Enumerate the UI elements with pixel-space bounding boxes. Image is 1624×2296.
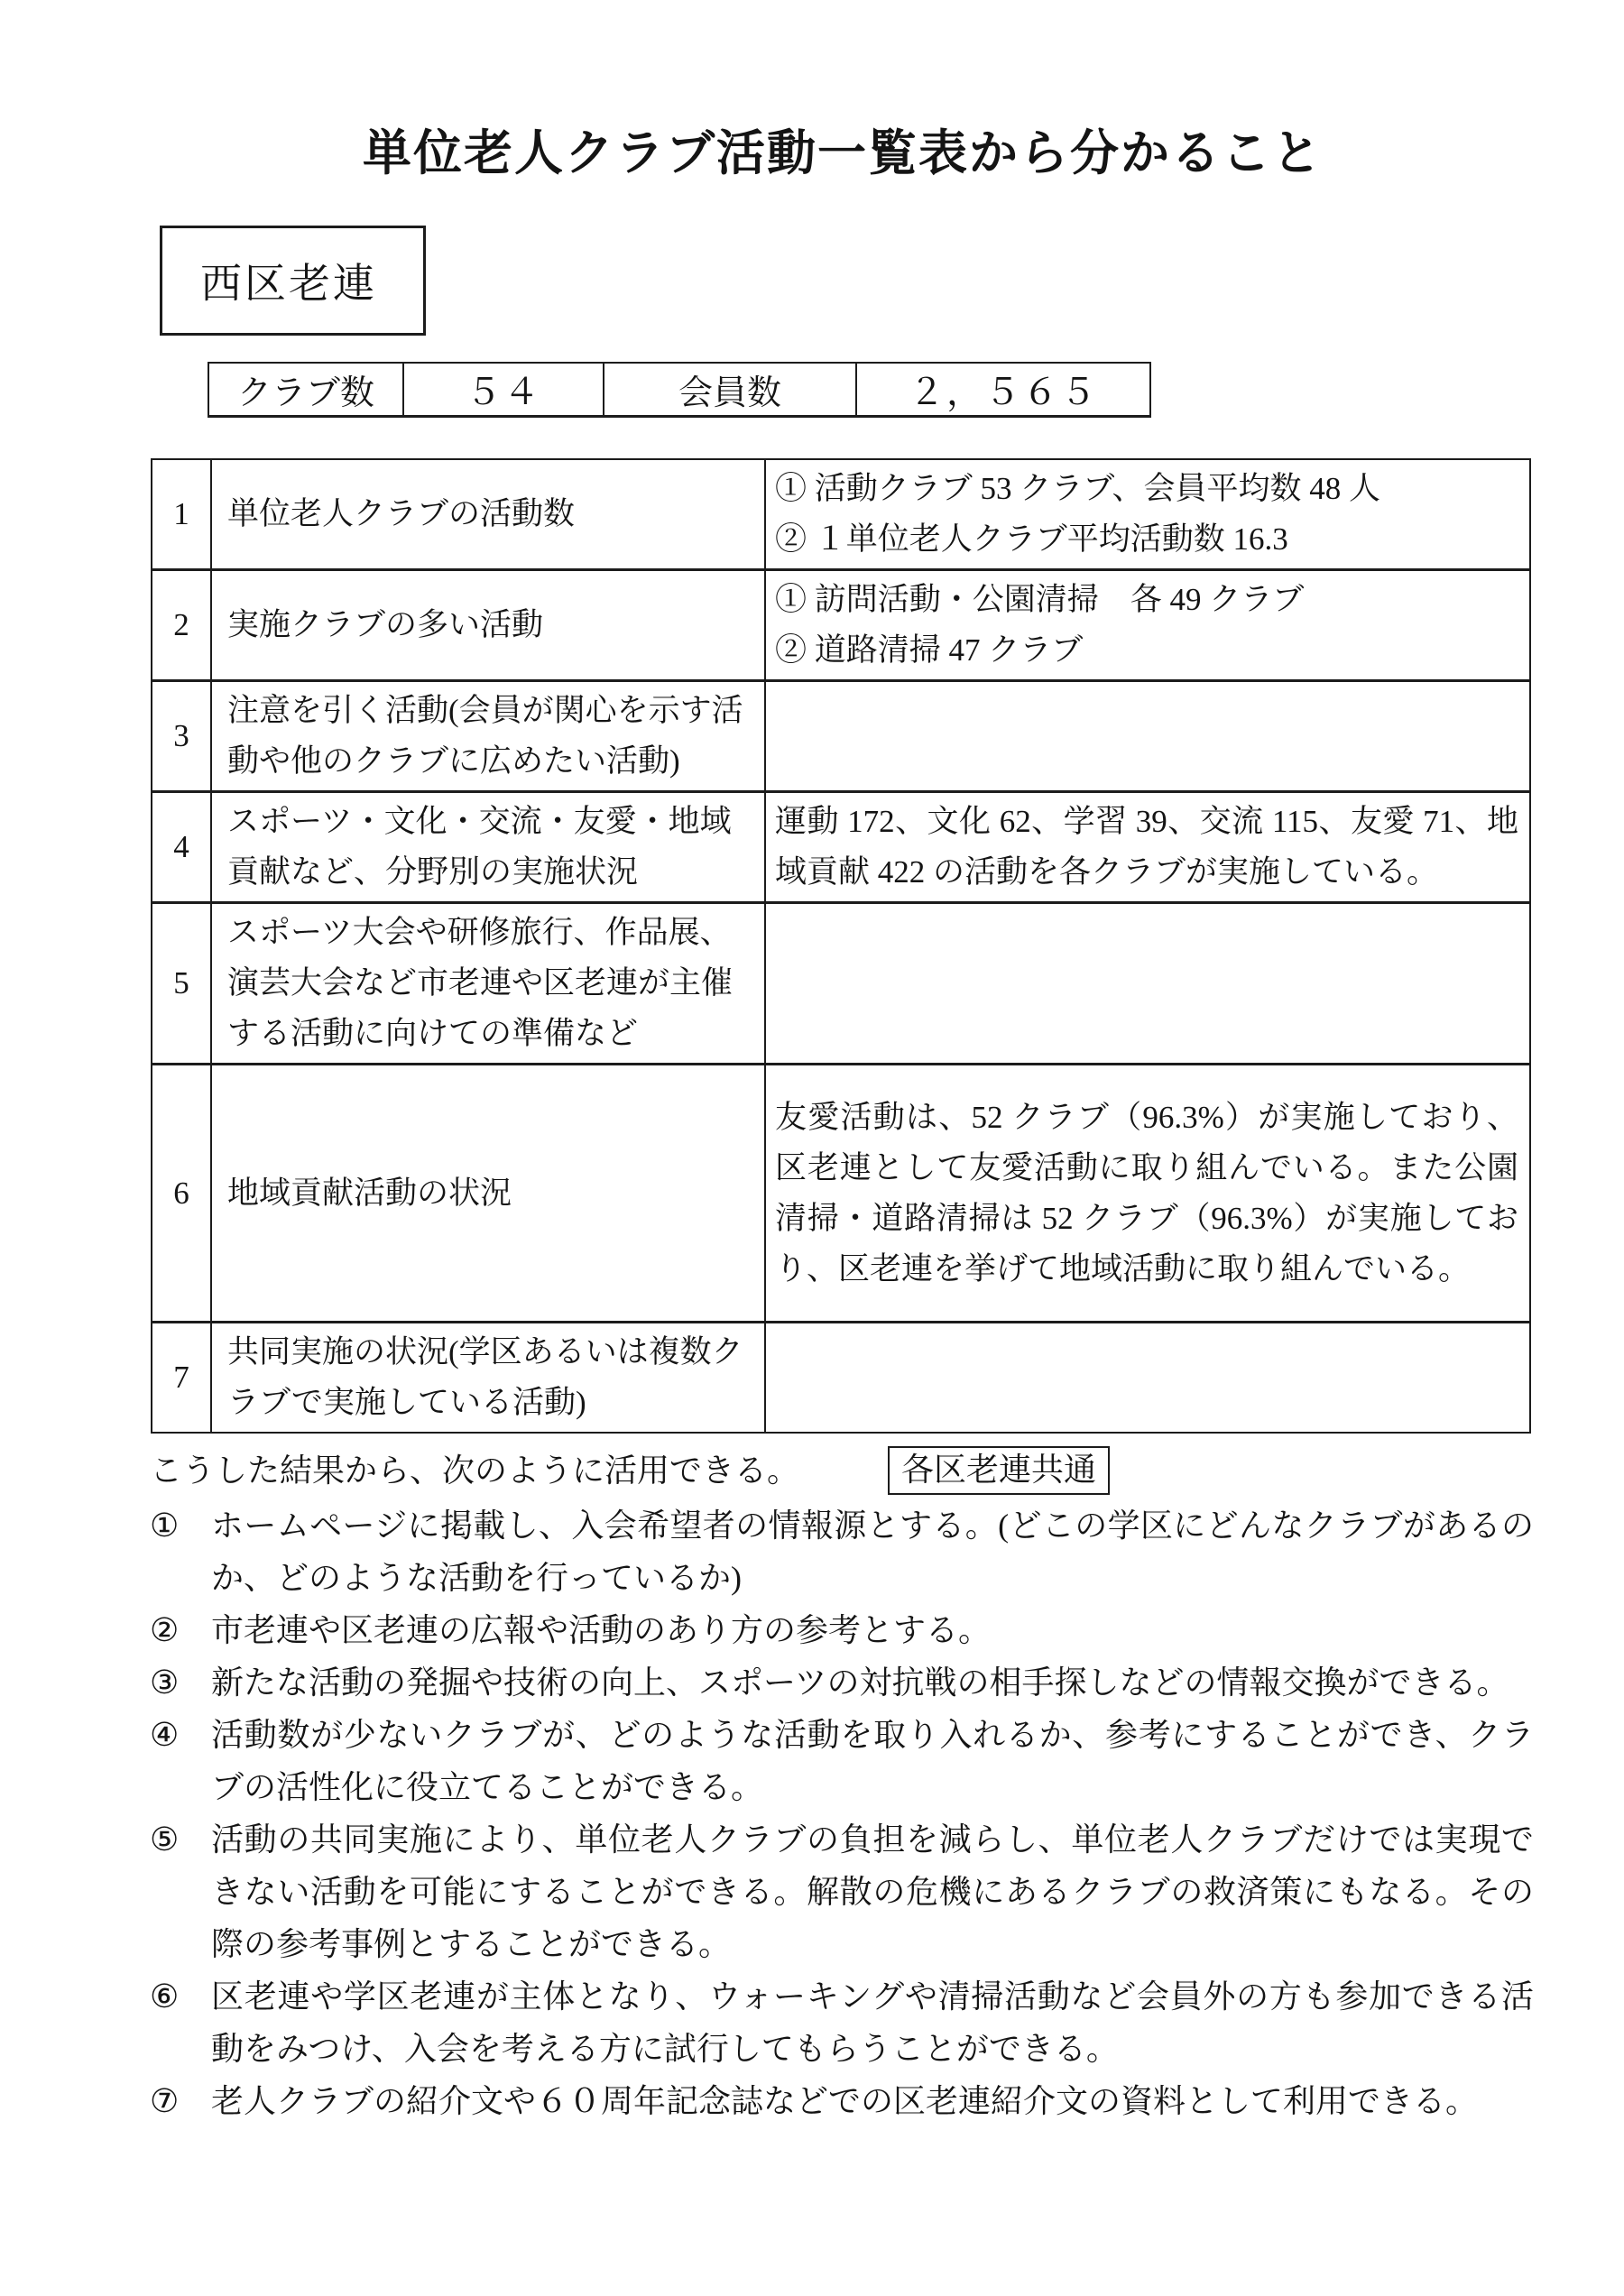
row-label: 単位老人クラブの活動数 [211,459,765,570]
note-text: 活動数が少ないクラブが、どのような活動を取り入れるか、参考にすることができ、クラブの活性化に役立てることができる。 [211,1717,1534,1805]
note-item [150,1499,1534,1604]
row-content [765,903,1530,1065]
member-count-label: 会員数 [604,363,856,417]
notes-section [150,1443,1534,2127]
table-row [152,1065,1530,1323]
stats-table [208,362,1151,418]
row-number: 5 [152,903,211,1065]
note-text: 市老連や区老連の広報や活動のあり方の参考とする。 [211,1612,992,1648]
note-text: 活動の共同実施により、単位老人クラブの負担を減らし、単位老人クラブだけでは実現できない活動を可能にすることができる。解散の危機にあるクラブの救済策にもなる。その際の参考事例とすることができる。 [211,1821,1534,1962]
stats-row [208,363,1150,417]
row-label: スポーツ大会や研修旅行、作品展、演芸大会など市老連や区老連が主催する活動に向けての準備など [211,903,765,1065]
table-row [152,681,1530,792]
row-content [765,681,1530,792]
table-row [152,570,1530,681]
row-number: 1 [152,459,211,570]
table-row [152,903,1530,1065]
region-label: 西区老連 [200,261,377,307]
note-item [150,2075,1534,2127]
row-content [765,1323,1530,1434]
row-number: 3 [152,681,211,792]
main-table [151,458,1531,1434]
notes-intro-row [150,1443,1534,1498]
row-label: 地域貢献活動の状況 [211,1065,765,1323]
content-line: ① 訪問活動・公園清掃 各 49 クラブ [775,582,1305,617]
row-label: 共同実施の状況(学区あるいは複数クラブで実施している活動) [211,1323,765,1434]
note-text: 新たな活動の発掘や技術の向上、スポーツの対抗戦の相手探しなどの情報交換ができる。 [211,1664,1509,1701]
note-marker: ④ [150,1717,180,1753]
row-number: 7 [152,1323,211,1434]
club-count-value: ５４ [403,363,604,417]
note-item [150,1970,1534,2075]
page-title: 単位老人クラブ活動一覧表から分かること [363,126,1323,180]
row-content [765,459,1530,570]
row-number: 6 [152,1065,211,1323]
row-label: 注意を引く活動(会員が関心を示す活動や他のクラブに広めたい活動) [211,681,765,792]
notes-badge: 各区老連共通 [888,1446,1110,1495]
note-marker: ③ [150,1664,180,1701]
table-row [152,1323,1530,1434]
note-marker: ① [150,1508,180,1544]
note-marker: ⑦ [150,2083,180,2119]
row-label: 実施クラブの多い活動 [211,570,765,681]
content-line: ② １単位老人クラブ平均活動数 16.3 [775,521,1288,557]
note-marker: ② [150,1612,180,1648]
notes-intro: こうした結果から、次のように活用できる。 [150,1452,800,1489]
club-count-label: クラブ数 [208,363,403,417]
row-number: 2 [152,570,211,681]
note-item [150,1709,1534,1813]
row-content [765,570,1530,681]
row-content: 友愛活動は、52 クラブ（96.3%）が実施しており、区老連として友愛活動に取り組んでいる。また公園清掃・道路清掃は 52 クラブ（96.3%）が実施しており、区老連を挙げて地域活動に取り組んでいる。 [765,1065,1530,1323]
row-label: スポーツ・文化・交流・友愛・地域貢献など、分野別の実施状況 [211,792,765,903]
note-item [150,1656,1534,1709]
content-line: ① 活動クラブ 53 クラブ、会員平均数 48 人 [775,471,1380,506]
row-content: 運動 172、文化 62、学習 39、交流 115、友愛 71、地域貢献 422 の活動を各クラブが実施している。 [765,792,1530,903]
note-marker: ⑤ [150,1821,180,1858]
table-row [152,459,1530,570]
table-row [152,792,1530,903]
member-count-value: ２，５６５ [856,363,1150,417]
note-text: ホームページに掲載し、入会希望者の情報源とする。(どこの学区にどんなクラブがあるのか、どのような活動を行っているか) [211,1508,1534,1596]
region-box [160,226,426,336]
note-text: 区老連や学区老連が主体となり、ウォーキングや清掃活動など会員外の方も参加できる活動をみつけ、入会を考える方に試行してもらうことができる。 [211,1978,1534,2067]
note-marker: ⑥ [150,1978,180,2015]
note-text: 老人クラブの紹介文や６０周年記念誌などでの区老連紹介文の資料として利用できる。 [211,2083,1479,2119]
note-item [150,1604,1534,1656]
note-item [150,1813,1534,1970]
row-number: 4 [152,792,211,903]
content-line: ② 道路清掃 47 クラブ [775,632,1084,668]
